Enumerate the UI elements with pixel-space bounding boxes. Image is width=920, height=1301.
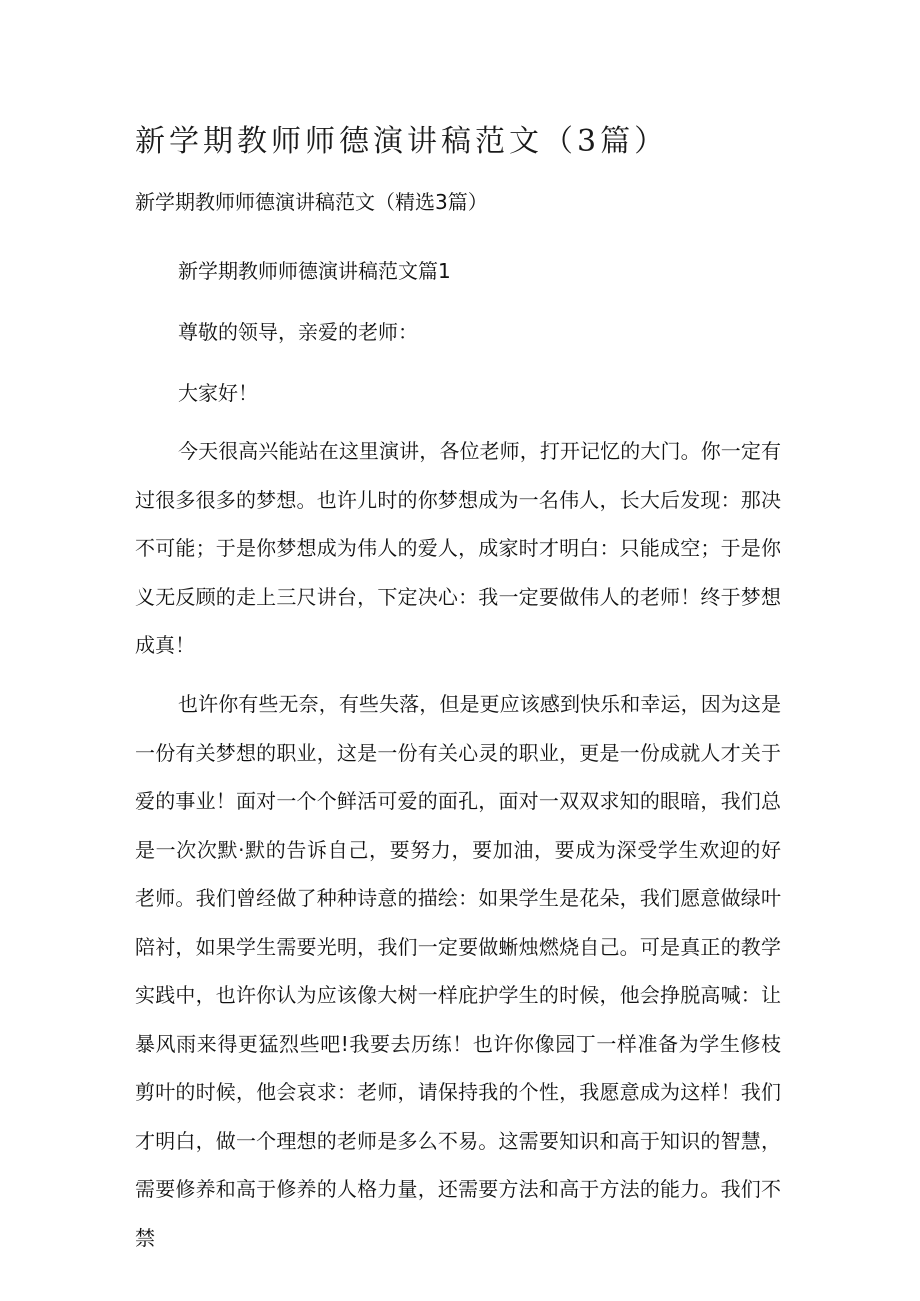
document-subtitle: 新学期教师师德演讲稿范文（精选3篇） [135, 190, 488, 214]
paragraph: 也许你有些无奈，有些失落，但是更应该感到快乐和幸运，因为这是一份有关梦想的职业，这是一份有关心灵的职业，更是一份成就人才关于爱的事业！面对一个个鲜活可爱的面孔，面对一双双求知的眼暗，我们总是一次次默·默的告诉自己，要努力，要加油，要成为深受学生欢迎的好老师。我们曾经做了种种诗意的描绘：如果学生是花朵，我们愿意做绿叶陪衬，如果学生需要光明，我们一定要做蜥烛燃烧自己。可是真正的教学实践中，也许你认为应该像大树一样庇护学生的时候，他会挣脱高喊：让暴风雨来得更猛烈些吧!我要去历练！也许你像园丁一样准备为学生修枝剪叶的时候，他会哀求：老师，请保持我的个性，我愿意成为这样！我们才明白，做一个理想的老师是多么不易。这需要知识和高于知识的智慧，需要修养和高于修养的人格力量，还需要方法和高于方法的能力。我们不禁 [135, 692, 781, 1250]
document-title: 新学期教师师德演讲稿范文（3篇） [135, 124, 669, 159]
section-heading: 新学期教师师德演讲稿范文篇1 [178, 259, 451, 283]
greeting: 大家好！ [178, 381, 258, 405]
paragraph: 今天很高兴能站在这里演讲，各位老师，打开记忆的大门。你一定有过很多很多的梦想。也许儿时的你梦想成为一名伟人，长大后发现：那决不可能；于是你梦想成为伟人的爱人，成家时才明白：只能成空；于是你义无反顾的走上三尺讲台，下定决心：我一定要做伟人的老师！终于梦想成真！ [135, 439, 781, 657]
salutation: 尊敬的领导，亲爱的老师： [178, 320, 418, 344]
